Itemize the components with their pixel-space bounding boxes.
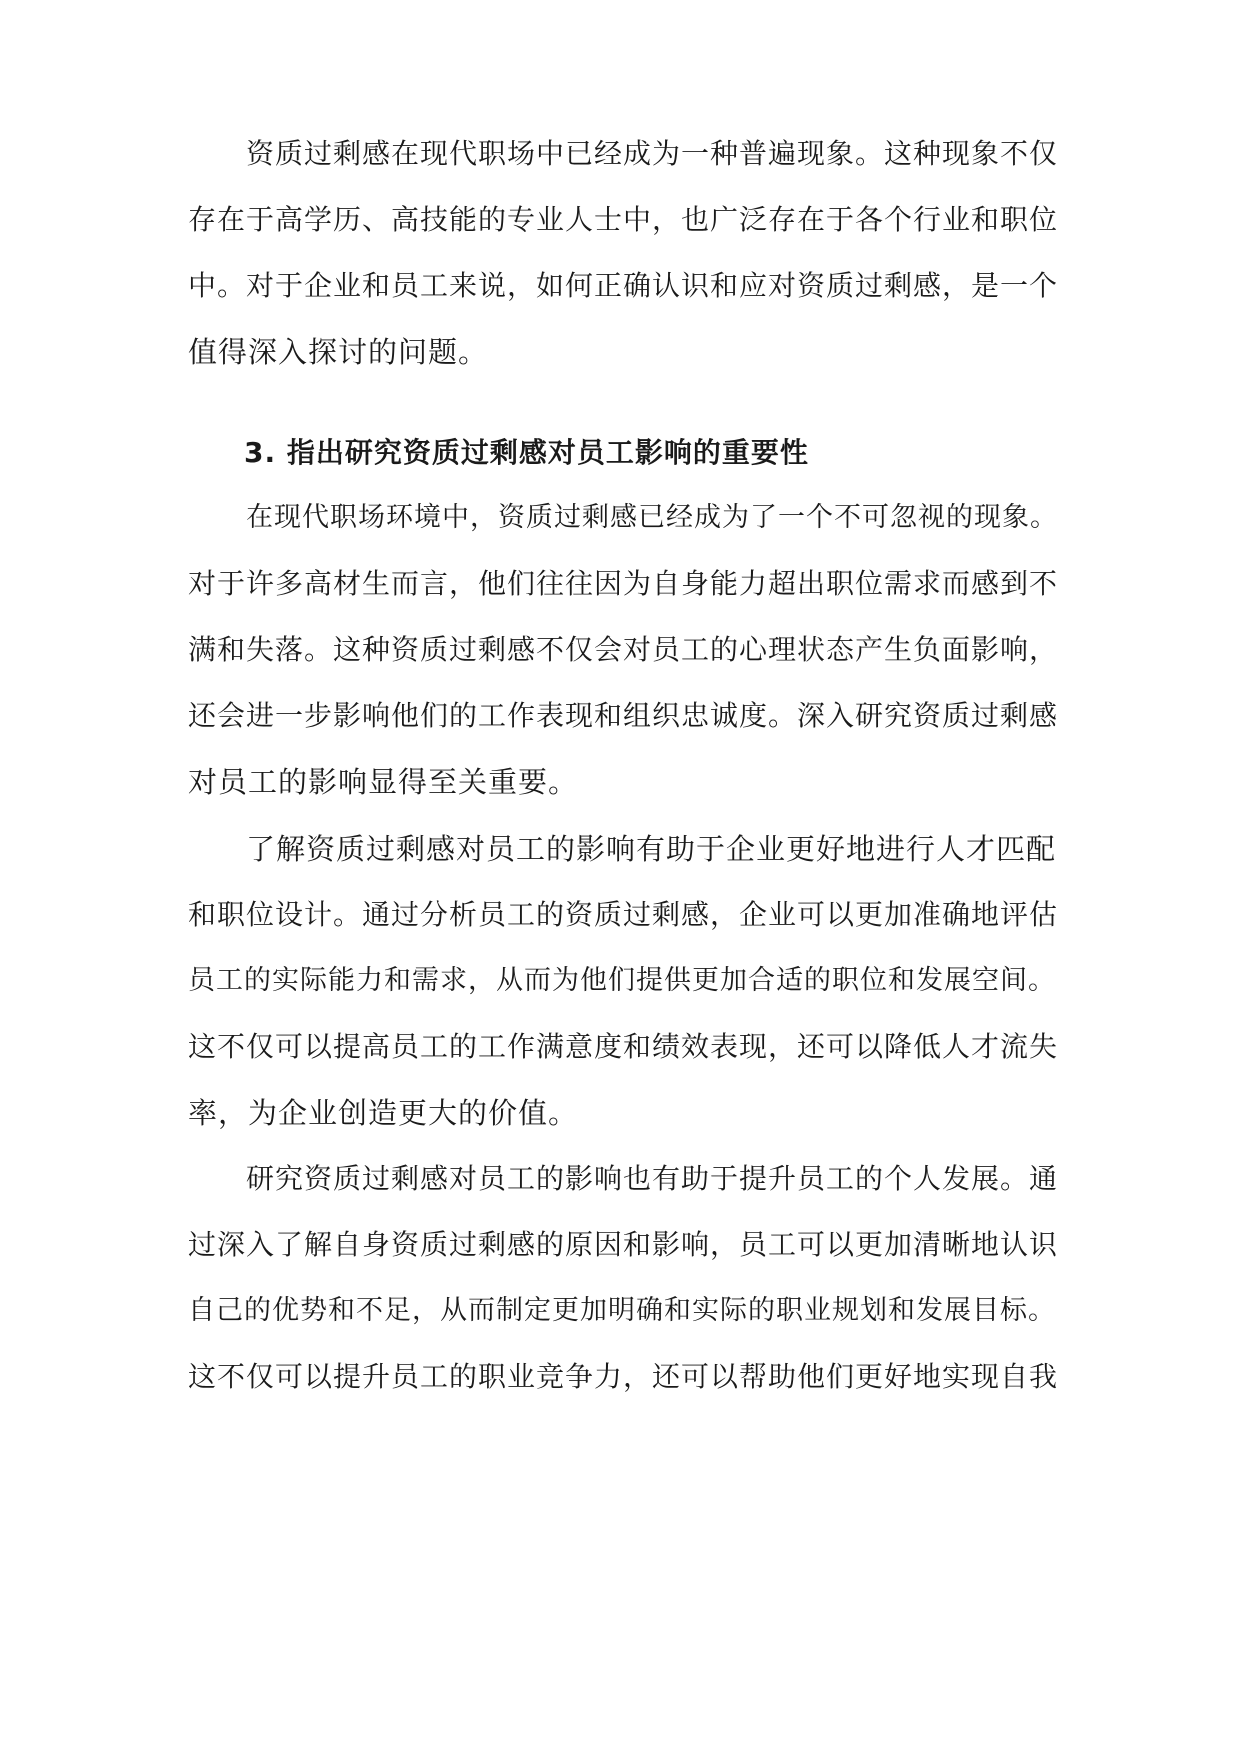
paragraph-line: 过深入了解自身资质过剩感的原因和影响，员工可以更加清晰地认识 — [188, 1228, 1059, 1261]
paragraph-line: 率，为企业创造更大的价值。 — [188, 1096, 579, 1130]
paragraph-line: 值得深入探讨的问题。 — [188, 335, 489, 369]
paragraph-line: 满和失落。这种资质过剩感不仅会对员工的心理状态产生负面影响， — [188, 633, 1059, 666]
paragraph-line: 在现代职场环境中，资质过剩感已经成为了一个不可忽视的现象。 — [246, 502, 1058, 533]
paragraph-line: 对员工的影响显得至关重要。 — [188, 765, 579, 799]
paragraph-line: 还会进一步影响他们的工作表现和组织忠诚度。深入研究资质过剩感 — [188, 699, 1059, 732]
paragraph-line: 这不仅可以提高员工的工作满意度和绩效表现，还可以降低人才流失 — [188, 1030, 1059, 1063]
paragraph-line: 中。对于企业和员工来说，如何正确认识和应对资质过剩感，是一个 — [188, 269, 1059, 302]
paragraph-line: 对于许多高材生而言，他们往往因为自身能力超出职位需求而感到不 — [188, 567, 1059, 600]
paragraph-line: 这不仅可以提升员工的职业竞争力，还可以帮助他们更好地实现自我 — [188, 1360, 1059, 1393]
paragraph-line: 资质过剩感在现代职场中已经成为一种普遍现象。这种现象不仅 — [246, 137, 1059, 170]
section-heading: 3. 指出研究资质过剩感对员工影响的重要性 — [244, 436, 809, 469]
paragraph-line: 了解资质过剩感对员工的影响有助于企业更好地进行人才匹配 — [246, 832, 1057, 866]
paragraph-line: 自己的优势和不足，从而制定更加明确和实际的职业规划和发展目标。 — [188, 1295, 1056, 1326]
paragraph-line: 研究资质过剩感对员工的影响也有助于提升员工的个人发展。通 — [246, 1162, 1059, 1195]
paragraph-line: 员工的实际能力和需求，从而为他们提供更加合适的职位和发展空间。 — [188, 965, 1056, 996]
paragraph-line: 和职位设计。通过分析员工的资质过剩感，企业可以更加准确地评估 — [188, 898, 1059, 931]
paragraph-line: 存在于高学历、高技能的专业人士中，也广泛存在于各个行业和职位 — [188, 203, 1059, 236]
